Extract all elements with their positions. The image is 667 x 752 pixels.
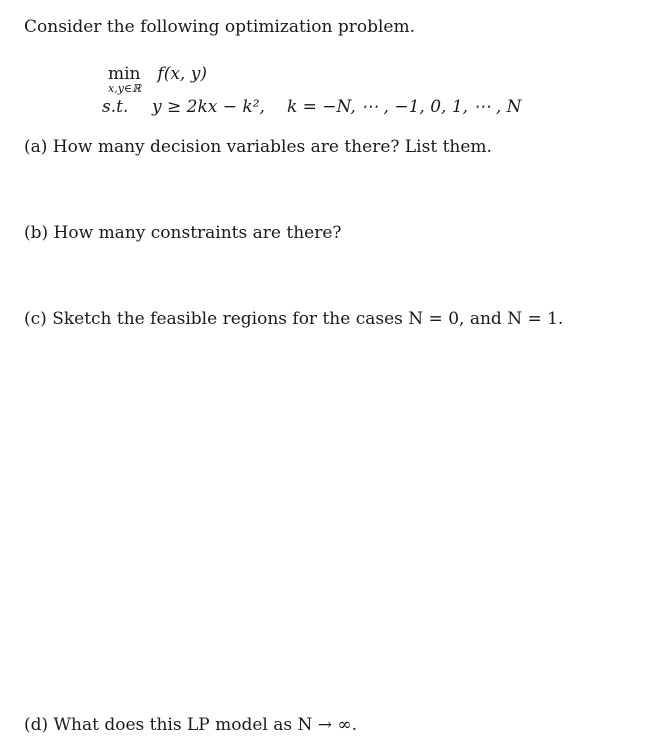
intro-text: Consider the following optimization problem.	[24, 17, 415, 37]
objective-function: f(x, y)	[157, 64, 207, 84]
subject-to-label: s.t.	[102, 97, 129, 117]
question-a: (a) How many decision variables are there? List them.	[24, 137, 492, 157]
objective-row	[108, 64, 207, 95]
min-operator	[108, 64, 152, 94]
question-c: (c) Sketch the feasible regions for the cases N = 0, and N = 1.	[24, 309, 564, 329]
question-b: (b) How many constraints are there?	[24, 223, 342, 243]
optimization-formula	[102, 64, 522, 117]
min-label: min	[108, 64, 141, 84]
question-d: (d) What does this LP model as N → ∞.	[24, 715, 358, 735]
constraint-expression: y ≥ 2kx − k²,	[152, 97, 265, 117]
min-subscript: x,y∈ℝ	[108, 82, 142, 95]
k-range: k = −N, ⋯ , −1, 0, 1, ⋯ , N	[286, 97, 522, 117]
constraint-row	[102, 96, 522, 118]
